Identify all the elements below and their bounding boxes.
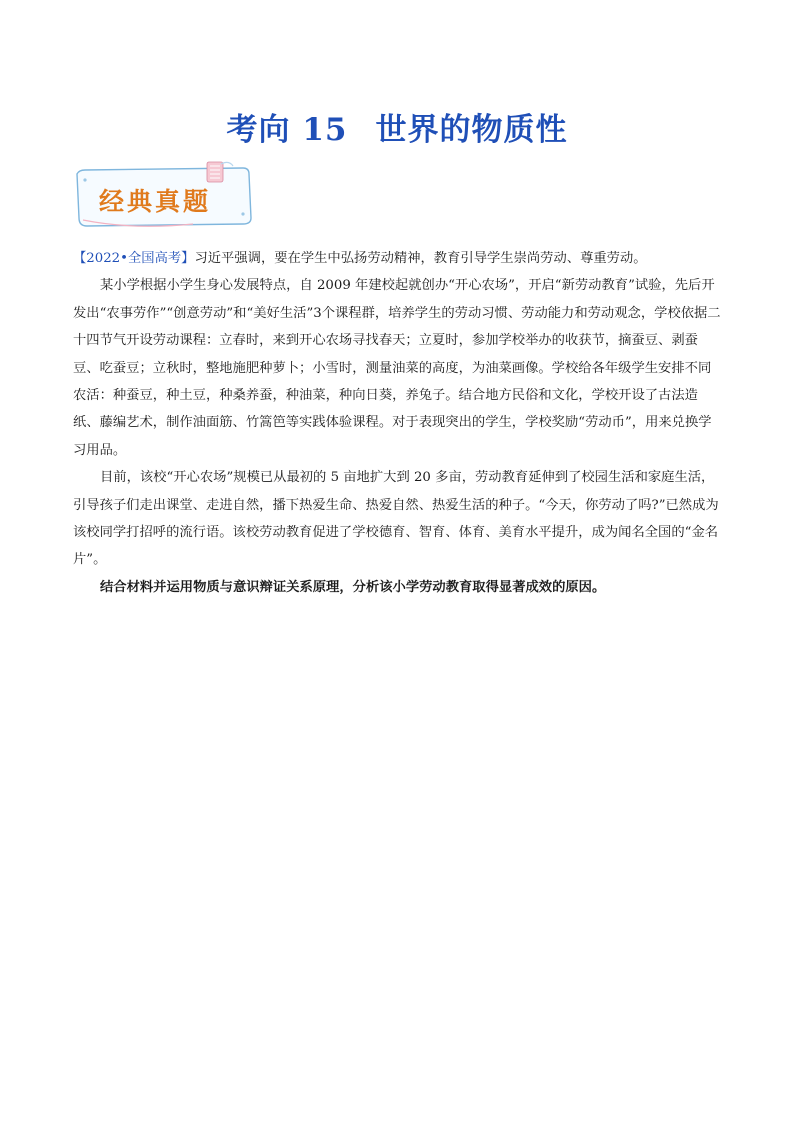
source-tag: 【2022•全国高考】: [73, 251, 195, 266]
page-title: [0, 104, 794, 149]
intro-line: [73, 245, 723, 272]
material-paragraph: 某小学根据小学生身心发展特点，自 2009 年建校起就创办“开心农场”，开启“新劳动教育”试验，先后开发出“农事劳作”“创意劳动”和“美好生活”3个课程群，培养学生的劳动习惯、劳动能力和劳动观念，学校依据二十四节气开设劳动课程：立春时，来到开心农场寻找春天；立夏时，参加学校举办的收获节，摘蚕豆、剥蚕豆、吃蚕豆；立秋时，整地施肥种萝卜；小雪时，测量油菜的高度，为油菜画像。学校给各年级学生安排不同农活：种蚕豆，种土豆，种桑养蚕，种油菜，种向日葵，养兔子。结合地方民俗和文化，学校开设了古法造纸、藤编艺术，制作油面筋、竹篙笆等实践体验课程。对于表现突出的学生，学校奖励“劳动币”，用来兑换学习用品。: [73, 278, 721, 458]
material-paragraph: 目前，该校“开心农场”规模已从最初的 5 亩地扩大到 20 多亩，劳动教育延伸到了校园生活和家庭生活，引导孩子们走出课堂、走进自然，播下热爱生命、热爱自然、热爱生活的种子。“今天，你劳动了吗?”已然成为该校同学打招呼的流行语。该校劳动教育促进了学校德育、智育、体育、美育水平提升，成为闻名全国的“金名片”。: [73, 470, 719, 568]
badge-text: 经典真题: [99, 187, 212, 216]
question-prompt: 结合材料并运用物质与意识辩证关系原理，分析该小学劳动教育取得显著成效的原因。: [100, 579, 606, 595]
question-content: [73, 245, 723, 601]
title-text: 世界的物质性: [375, 112, 568, 148]
section-badge: [73, 160, 255, 232]
title-label: 考向 15: [226, 112, 348, 148]
intro-text: 习近平强调，要在学生中弘扬劳动精神，教育引导学生崇尚劳动、尊重劳动。: [194, 251, 647, 266]
